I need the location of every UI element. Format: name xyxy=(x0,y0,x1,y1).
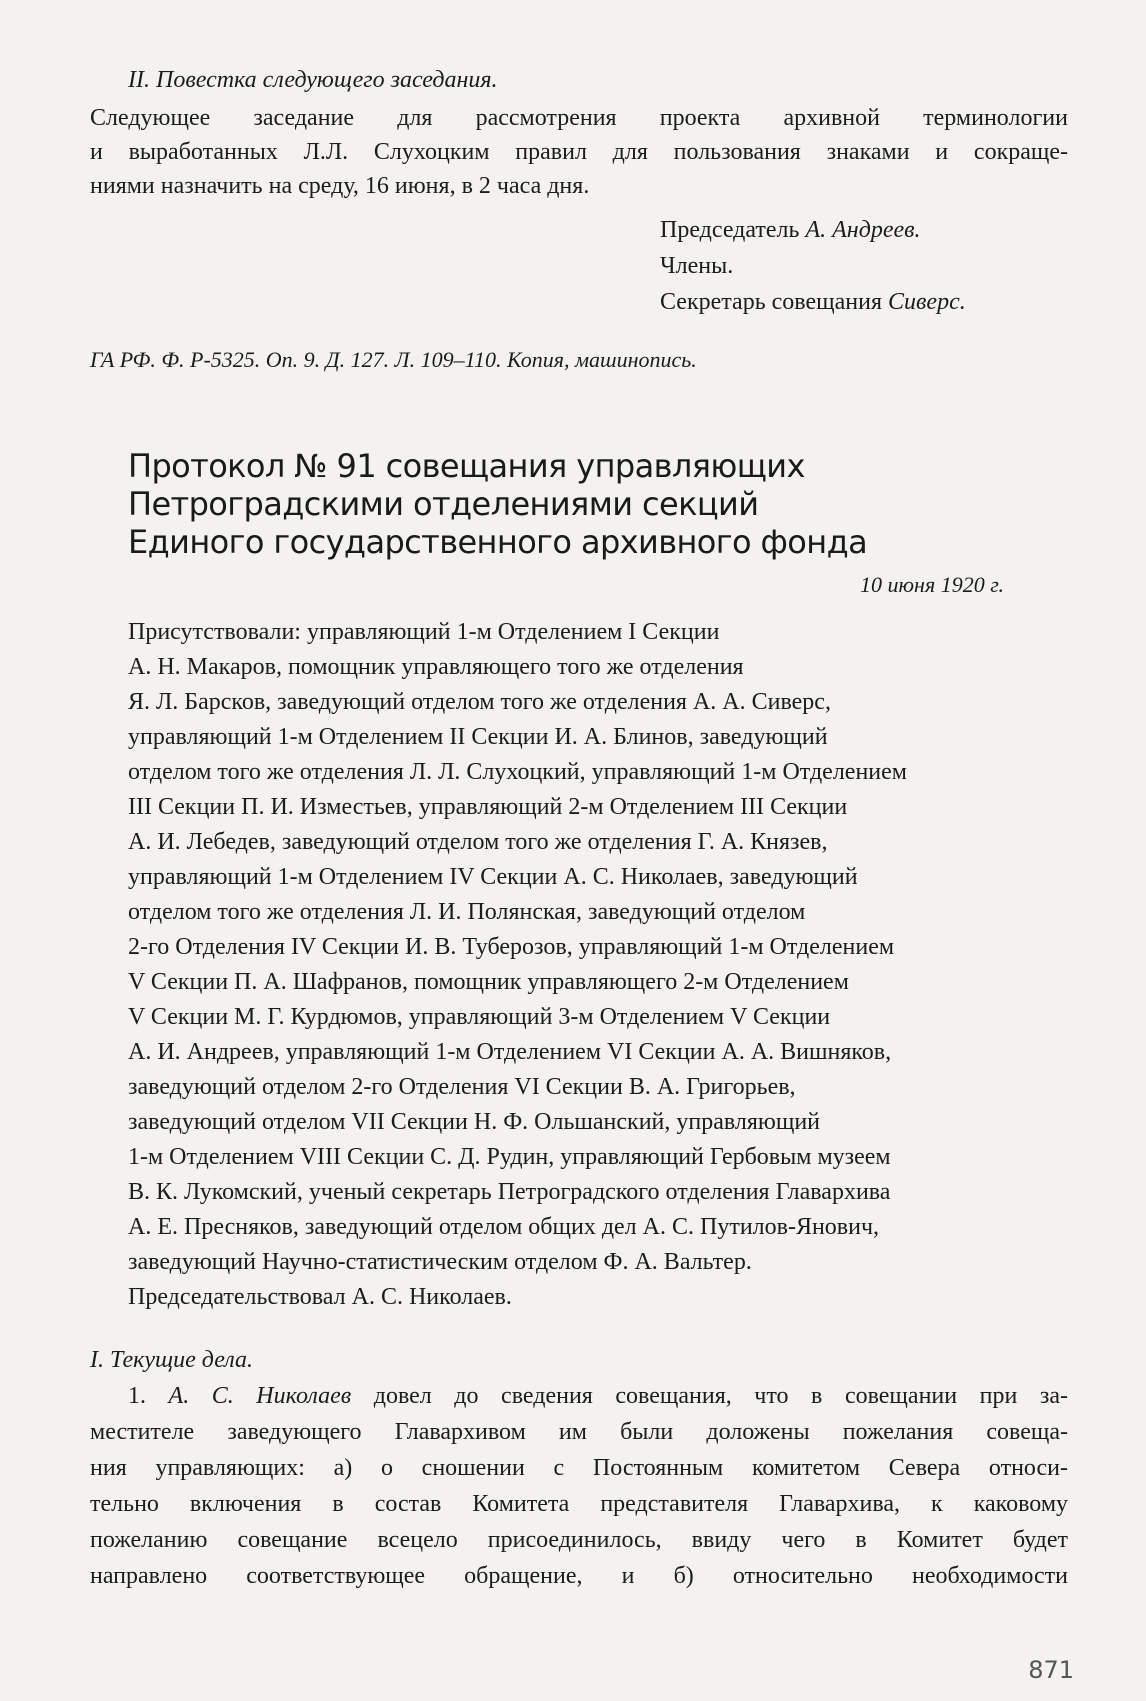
item1-line: местителе заведующего Главархивом им были доложены пожелания совеща- xyxy=(90,1419,1068,1445)
signature-members: Члены. xyxy=(660,253,734,279)
attendees-line: Присутствовали: управляющий 1-м Отделением I Секции xyxy=(128,619,720,645)
attendees-line: А. И. Лебедев, заведующий отделом того же отделения Г. А. Князев, xyxy=(128,829,828,855)
archive-source-reference: ГА РФ. Ф. Р-5325. Оп. 9. Д. 127. Л. 109–110. Копия, машинопись. xyxy=(90,347,697,372)
section-ii-title: II. Повестка следующего заседания. xyxy=(128,67,498,93)
item1-line-1 xyxy=(128,1380,1068,1412)
page-number: 871 xyxy=(1028,1656,1074,1684)
item1-line: направлено соответствующее обращение, и б) относительно необходимости xyxy=(90,1563,1068,1589)
item1-line: тельно включения в состав Комитета представителя Главархива, к каковому xyxy=(90,1491,1068,1517)
heading-line-2: Петроградскими отделениями секций xyxy=(128,485,759,523)
attendees-line: 2-го Отделения IV Секции И. В. Туберозов, управляющий 1-м Отделением xyxy=(128,934,895,960)
agenda-line-3: ниями назначить на среду, 16 июня, в 2 часа дня. xyxy=(90,173,590,199)
attendees-line: А. Н. Макаров, помощник управляющего того же отделения xyxy=(128,654,744,680)
attendees-line: Я. Л. Барсков, заведующий отделом того же отделения А. А. Сиверс, xyxy=(128,689,831,715)
attendees-line: управляющий 1-м Отделением IV Секции А. С. Николаев, заведующий xyxy=(128,864,858,890)
signature-chair xyxy=(660,214,921,246)
item1-number: 1. xyxy=(128,1383,169,1409)
signature-chair-label: Председатель xyxy=(660,217,806,243)
signature-chair-name: А. Андреев. xyxy=(805,217,921,243)
attendees-line: V Секции П. А. Шафранов, помощник управляющего 2-м Отделением xyxy=(128,969,849,995)
attendees-line: заведующий Научно-статистическим отделом Ф. А. Вальтер. xyxy=(128,1249,752,1275)
attendees-line: отделом того же отделения Л. И. Полянская, заведующий отделом xyxy=(128,899,806,925)
attendees-line: III Секции П. И. Изместьев, управляющий 2-м Отделением III Секции xyxy=(128,794,848,820)
attendees-line: заведующий отделом 2-го Отделения VI Секции В. А. Григорьев, xyxy=(128,1074,796,1100)
section-i-title: I. Текущие дела. xyxy=(90,1347,254,1373)
chairman-line: Председательствовал А. С. Николаев. xyxy=(128,1284,512,1310)
signature-secretary xyxy=(660,286,966,318)
attendees-line: А. Е. Пресняков, заведующий отделом общих дел А. С. Путилов-Янович, xyxy=(128,1214,880,1240)
document-heading xyxy=(128,447,867,561)
attendees-line: управляющий 1-м Отделением II Секции И. А. Блинов, заведующий xyxy=(128,724,828,750)
item1-line: ния управляющих: а) о сношении с Постоянным комитетом Севера относи- xyxy=(90,1455,1068,1481)
attendees-line: В. К. Лукомский, ученый секретарь Петроградского отделения Главархива xyxy=(128,1179,891,1205)
agenda-line-1: Следующее заседание для рассмотрения проекта архивной терминологии xyxy=(90,105,1068,131)
agenda-line-2: и выработанных Л.Л. Слухоцким правил для пользования знаками и сокраще- xyxy=(90,139,1068,165)
attendees-line: заведующий отделом VII Секции Н. Ф. Ольшанский, управляющий xyxy=(128,1109,821,1135)
signature-secretary-label: Секретарь совещания xyxy=(660,289,888,315)
signature-secretary-name: Сиверс. xyxy=(888,289,966,315)
heading-line-1: Протокол № 91 совещания управляющих xyxy=(128,447,805,485)
attendees-line: А. И. Андреев, управляющий 1-м Отделением VI Секции А. А. Вишняков, xyxy=(128,1039,892,1065)
attendees-line: V Секции М. Г. Курдюмов, управляющий 3-м Отделением V Секции xyxy=(128,1004,831,1030)
document-date: 10 июня 1920 г. xyxy=(860,572,1004,597)
item1-speaker: А. С. Николаев xyxy=(168,1383,352,1409)
item1-line: пожеланию совещание всецело присоединилось, ввиду чего в Комитет будет xyxy=(90,1527,1068,1553)
heading-line-3: Единого государственного архивного фонда xyxy=(128,523,868,561)
attendees-line: отделом того же отделения Л. Л. Слухоцкий, управляющий 1-м Отделением xyxy=(128,759,907,785)
attendees-line: 1-м Отделением VIII Секции С. Д. Рудин, управляющий Гербовым музеем xyxy=(128,1144,891,1170)
item1-first-text: довел до сведения совещания, что в совещании при за- xyxy=(351,1383,1068,1409)
